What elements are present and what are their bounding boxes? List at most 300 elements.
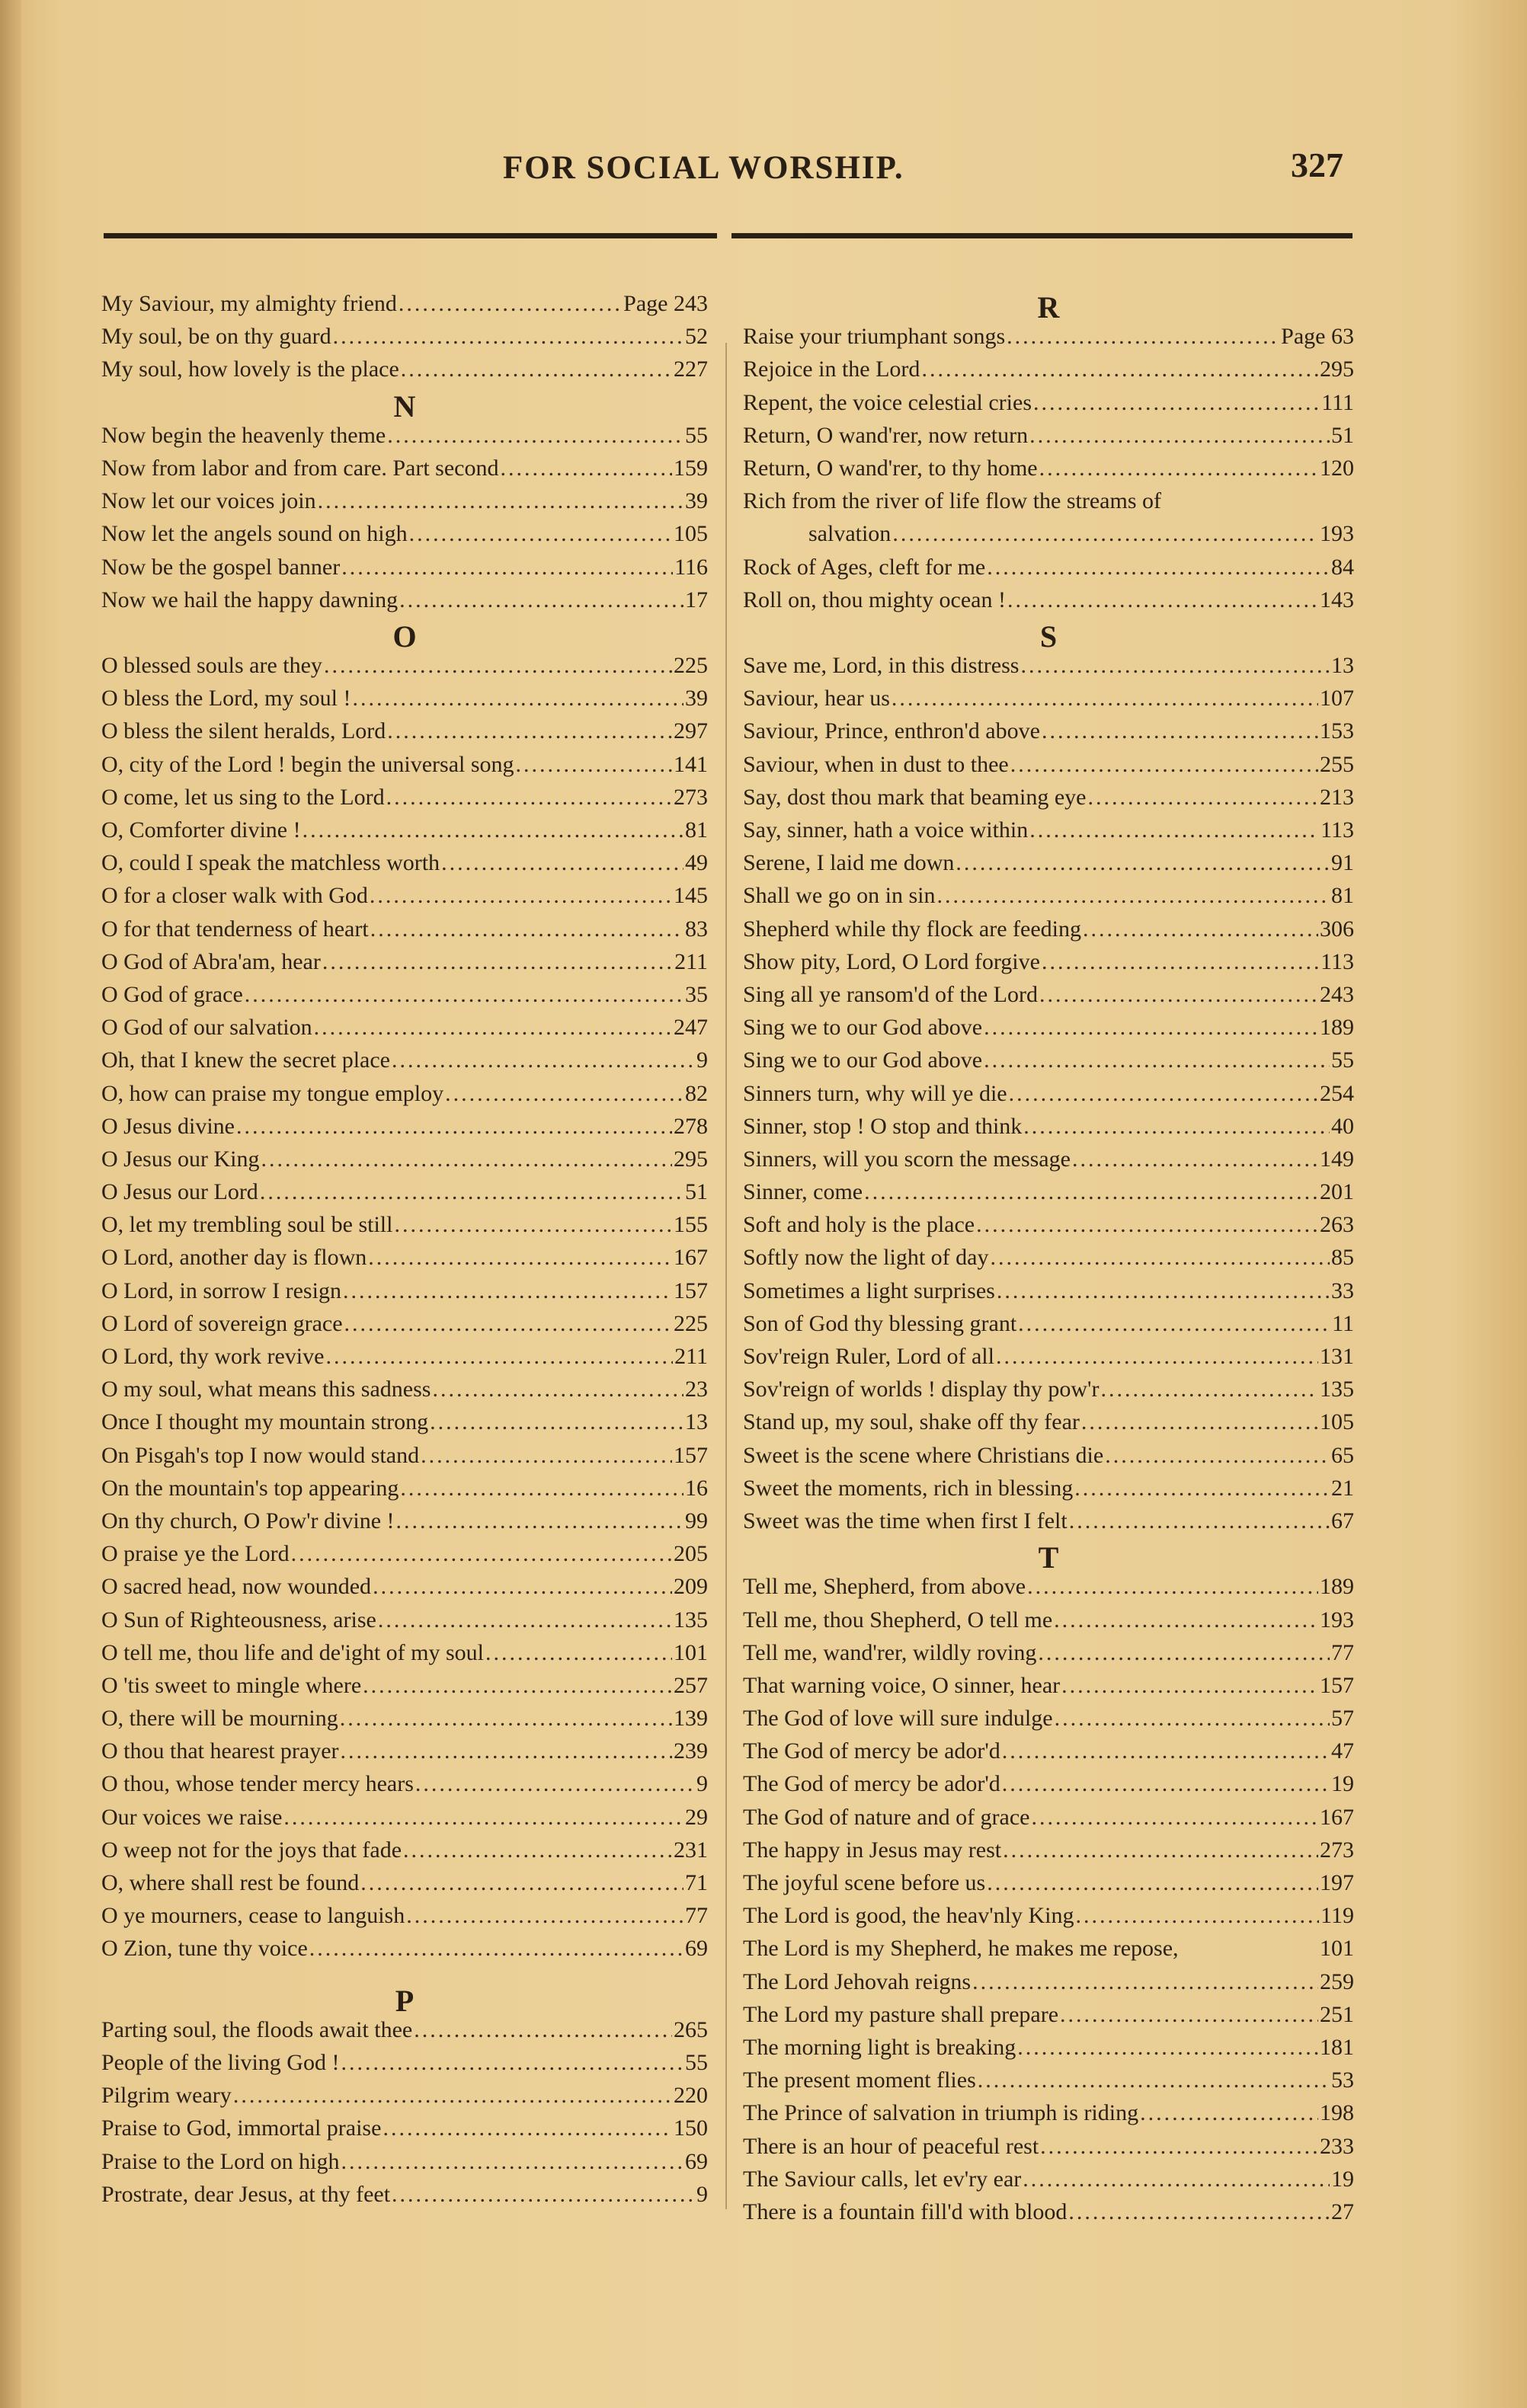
page-ref: 13 xyxy=(685,1409,708,1435)
hymn-first-line: Tell me, thou Shepherd, O tell me xyxy=(743,1607,1053,1633)
index-entry xyxy=(101,850,708,883)
dot-leader xyxy=(387,423,683,449)
dot-leader xyxy=(1083,916,1318,942)
hymn-first-line: O God of grace xyxy=(101,981,243,1007)
page-ref: 251 xyxy=(1320,2001,1354,2027)
dot-leader xyxy=(984,1015,1318,1041)
page-ref: 55 xyxy=(685,422,708,448)
page-number: 327 xyxy=(1291,146,1343,184)
index-entry xyxy=(743,817,1354,850)
dot-leader xyxy=(1105,1443,1330,1469)
dot-leader xyxy=(261,1146,673,1172)
index-entry xyxy=(743,916,1354,949)
dot-leader xyxy=(441,850,683,876)
dot-leader xyxy=(1055,1706,1330,1732)
page-ref: 131 xyxy=(1320,1344,1354,1369)
dot-leader xyxy=(1003,1837,1318,1863)
page-ref: 11 xyxy=(1332,1310,1354,1336)
hymn-first-line: O weep not for the joys that fade xyxy=(101,1837,402,1863)
dot-leader xyxy=(956,850,1330,876)
page-ref: 35 xyxy=(685,981,708,1007)
page-ref: Page 243 xyxy=(623,291,708,316)
index-entry xyxy=(743,1805,1354,1837)
page-ref: 69 xyxy=(685,2148,708,2174)
hymn-first-line: The God of mercy be ador'd xyxy=(743,1771,1000,1797)
index-entry xyxy=(743,1936,1354,1968)
page-ref: 243 xyxy=(1320,981,1354,1007)
index-entry xyxy=(743,1969,1354,2002)
dot-leader xyxy=(233,2083,672,2109)
index-entry xyxy=(101,1541,708,1574)
hymn-first-line: O, how can praise my tongue employ xyxy=(101,1080,444,1106)
dot-leader xyxy=(1060,2002,1318,2028)
index-entry xyxy=(101,291,708,324)
hymn-first-line: O Lord, thy work revive xyxy=(101,1344,325,1369)
dot-leader xyxy=(392,1047,695,1073)
dot-leader xyxy=(260,1179,683,1205)
page-ref: 82 xyxy=(685,1080,708,1106)
page-ref: 101 xyxy=(1320,1936,1354,1962)
dot-leader xyxy=(1029,817,1319,843)
dot-leader xyxy=(1029,423,1330,449)
index-entry xyxy=(101,456,708,488)
dot-leader xyxy=(978,2067,1330,2093)
index-entry xyxy=(101,587,708,620)
index-entry xyxy=(743,1081,1354,1114)
dot-leader xyxy=(303,817,683,843)
hymn-first-line: O bless the silent heralds, Lord xyxy=(101,718,386,744)
dot-leader xyxy=(343,1278,672,1304)
page-ref: 143 xyxy=(1320,587,1354,612)
hymn-first-line: O my soul, what means this sadness xyxy=(101,1377,431,1402)
hymn-first-line: Saviour, hear us xyxy=(743,686,890,712)
dot-leader xyxy=(394,1212,672,1238)
index-entry xyxy=(743,1706,1354,1738)
hymn-first-line: O Sun of Righteousness, arise xyxy=(101,1607,376,1633)
page-ref: Page 63 xyxy=(1281,324,1354,350)
page-ref: 77 xyxy=(685,1903,708,1929)
index-entry xyxy=(743,1015,1354,1047)
dot-leader xyxy=(1068,2199,1330,2225)
section-letter: N xyxy=(393,389,416,424)
hymn-first-line: People of the living God ! xyxy=(101,2049,340,2075)
dot-leader xyxy=(972,1969,1318,1995)
dot-leader xyxy=(1038,1640,1330,1666)
page-ref: 239 xyxy=(674,1738,708,1764)
hymn-first-line: O God of our salvation xyxy=(101,1015,312,1041)
page-ref: 17 xyxy=(685,587,708,612)
page-ref: 101 xyxy=(674,1639,708,1665)
column-divider xyxy=(725,343,727,2209)
hymn-first-line: Rock of Ages, cleft for me xyxy=(743,554,986,580)
hymn-first-line: The present moment flies xyxy=(743,2067,976,2093)
dot-leader xyxy=(984,1047,1330,1073)
hymn-first-line: Return, O wand'rer, now return xyxy=(743,422,1029,448)
page-ref: 257 xyxy=(674,1672,708,1698)
page-ref: 19 xyxy=(1331,2166,1354,2192)
index-entry xyxy=(101,785,708,817)
index-entry xyxy=(743,2134,1354,2167)
page-ref: 209 xyxy=(674,1574,708,1600)
dot-leader xyxy=(291,1541,672,1567)
dot-leader xyxy=(1072,1146,1318,1172)
hymn-first-line: O God of Abra'am, hear xyxy=(101,948,321,974)
dot-leader xyxy=(322,949,673,975)
index-entry xyxy=(743,1245,1354,1278)
page-ref: 16 xyxy=(685,1475,708,1501)
hymn-first-line: O, could I speak the matchless worth xyxy=(101,850,440,876)
hymn-first-line: Now be the gospel banner xyxy=(101,554,341,580)
dot-leader xyxy=(409,521,672,547)
page-ref: 99 xyxy=(685,1508,708,1533)
dot-leader xyxy=(373,1574,672,1600)
hymn-first-line: Son of God thy blessing grant xyxy=(743,1310,1017,1336)
page-ref: 51 xyxy=(1331,422,1354,448)
dot-leader xyxy=(1017,2035,1318,2061)
page-ref: 9 xyxy=(696,2181,708,2207)
page-ref: 33 xyxy=(1331,1278,1354,1303)
hymn-first-line: The morning light is breaking xyxy=(743,2034,1016,2060)
dot-leader xyxy=(1039,982,1318,1008)
index-column-right xyxy=(743,291,1354,2232)
index-entry xyxy=(743,1114,1354,1146)
hymn-first-line: Saviour, when in dust to thee xyxy=(743,751,1009,777)
dot-leader xyxy=(325,1344,673,1370)
hymn-first-line: Say, dost thou mark that beaming eye xyxy=(743,784,1087,810)
dot-leader xyxy=(396,1508,683,1534)
hymn-first-line: Save me, Lord, in this distress xyxy=(743,653,1020,679)
hymn-first-line: The Lord is my Shepherd, he makes me repose, xyxy=(743,1936,1179,1962)
page-ref: 263 xyxy=(1320,1212,1354,1238)
index-entry xyxy=(101,1278,708,1311)
dot-leader xyxy=(1007,324,1279,350)
page-ref: 255 xyxy=(1320,751,1354,777)
dot-leader xyxy=(399,291,622,317)
hymn-first-line: There is an hour of peaceful rest xyxy=(743,2133,1039,2159)
hymn-first-line: Prostrate, dear Jesus, at thy feet xyxy=(101,2181,391,2207)
dot-leader xyxy=(401,357,672,382)
index-entry xyxy=(743,2067,1354,2100)
hymn-first-line: O tell me, thou life and de'ight of my soul xyxy=(101,1639,484,1665)
page-ref: 111 xyxy=(1321,389,1354,415)
dot-leader xyxy=(987,555,1330,580)
page-ref: 69 xyxy=(685,1936,708,1962)
page-ref: 157 xyxy=(674,1278,708,1303)
hymn-first-line: O, city of the Lord ! begin the universal song xyxy=(101,751,514,777)
hymn-first-line: O thou, whose tender mercy hears xyxy=(101,1771,414,1797)
page-ref: 71 xyxy=(685,1870,708,1895)
page-ref: 198 xyxy=(1320,2100,1354,2126)
page-ref: 197 xyxy=(1320,1870,1354,1895)
hymn-first-line: Sing all ye ransom'd of the Lord xyxy=(743,981,1038,1007)
index-entry xyxy=(101,1114,708,1146)
index-entry xyxy=(101,1771,708,1804)
index-entry xyxy=(743,1508,1354,1541)
page-ref: 201 xyxy=(1320,1179,1354,1205)
dot-leader xyxy=(344,1311,672,1337)
running-head: FOR SOCIAL WORSHIP. xyxy=(503,150,904,186)
index-entry xyxy=(101,1311,708,1344)
hymn-first-line: O, where shall rest be found xyxy=(101,1870,360,1895)
dot-leader xyxy=(500,456,672,481)
dot-leader xyxy=(370,883,672,909)
header-rule-right xyxy=(731,233,1353,238)
dot-leader xyxy=(1009,1081,1318,1107)
section-letter: P xyxy=(395,1983,415,2018)
index-entry xyxy=(743,390,1354,423)
index-entry xyxy=(101,883,708,916)
page-ref: 247 xyxy=(674,1015,708,1041)
hymn-first-line: Sing we to our God above xyxy=(743,1047,983,1073)
dot-leader xyxy=(1076,1903,1320,1929)
dot-leader xyxy=(1023,1114,1330,1140)
hymn-first-line: On the mountain's top appearing xyxy=(101,1475,399,1501)
page-ref: 107 xyxy=(1320,686,1354,712)
hymn-first-line: O Lord of sovereign grace xyxy=(101,1310,343,1336)
page-ref: 297 xyxy=(674,718,708,744)
dot-leader xyxy=(403,1837,672,1863)
hymn-first-line: Oh, that I knew the secret place xyxy=(101,1047,390,1073)
index-entry xyxy=(101,1476,708,1508)
hymn-first-line: Praise to God, immortal praise xyxy=(101,2115,382,2141)
hymn-first-line: Repent, the voice celestial cries xyxy=(743,389,1032,415)
dot-leader xyxy=(341,2050,683,2076)
dot-leader xyxy=(387,718,672,744)
index-entry xyxy=(101,1047,708,1080)
hymn-first-line: O Lord, another day is flown xyxy=(101,1245,367,1271)
index-entry xyxy=(743,982,1354,1015)
section-letter: O xyxy=(392,619,417,654)
index-entry xyxy=(743,456,1354,488)
index-entry xyxy=(743,1870,1354,1903)
index-entry xyxy=(743,555,1354,587)
index-entry xyxy=(743,357,1354,389)
index-entry xyxy=(101,817,708,850)
dot-leader xyxy=(245,982,683,1008)
page-ref: 9 xyxy=(696,1047,708,1073)
page-ref: 265 xyxy=(674,2016,708,2042)
page-ref: 155 xyxy=(674,1212,708,1238)
hymn-first-line: Rejoice in the Lord xyxy=(743,357,920,382)
dot-leader xyxy=(864,1179,1318,1205)
dot-leader xyxy=(1074,1476,1330,1501)
page-ref: 51 xyxy=(685,1179,708,1205)
page-ref: 157 xyxy=(674,1442,708,1468)
page-ref: 119 xyxy=(1321,1903,1354,1929)
hymn-first-line: Rich from the river of life flow the streams of xyxy=(743,488,1161,514)
hymn-first-line: Sinner, come xyxy=(743,1179,863,1205)
index-entry xyxy=(101,1903,708,1936)
index-entry xyxy=(101,1212,708,1245)
index-entry xyxy=(101,1805,708,1837)
index-entry xyxy=(101,1706,708,1738)
page-ref: 40 xyxy=(1331,1113,1354,1139)
dot-leader xyxy=(1081,1409,1318,1435)
page-ref: 19 xyxy=(1331,1771,1354,1797)
page-ref: 113 xyxy=(1321,948,1354,974)
index-entry xyxy=(101,2050,708,2083)
hymn-first-line: Sov'reign Ruler, Lord of all xyxy=(743,1344,994,1369)
dot-leader xyxy=(415,1771,695,1797)
index-entry xyxy=(743,1047,1354,1080)
dot-leader xyxy=(1023,2167,1330,2192)
page-ref: 225 xyxy=(674,1310,708,1336)
index-entry xyxy=(743,785,1354,817)
dot-leader xyxy=(1033,390,1320,416)
hymn-first-line: On Pisgah's top I now would stand xyxy=(101,1442,420,1468)
hymn-first-line: O, there will be mourning xyxy=(101,1706,338,1732)
index-entry xyxy=(101,2182,708,2215)
hymn-first-line: Sometimes a light surprises xyxy=(743,1278,995,1303)
index-entry xyxy=(743,883,1354,916)
dot-leader xyxy=(516,752,672,778)
index-entry xyxy=(743,1344,1354,1377)
index-entry xyxy=(101,357,708,389)
hymn-first-line: O for that tenderness of heart xyxy=(101,916,369,942)
dot-leader xyxy=(370,916,683,942)
hymn-first-line: Sov'reign of worlds ! display thy pow'r xyxy=(743,1377,1100,1402)
hymn-first-line: Sweet is the scene where Christians die xyxy=(743,1442,1104,1468)
dot-leader xyxy=(1032,1805,1319,1831)
page-header xyxy=(0,146,1527,195)
hymn-first-line: My Saviour, my almighty friend xyxy=(101,291,397,316)
index-entry xyxy=(101,1837,708,1870)
dot-leader xyxy=(399,587,683,613)
index-entry xyxy=(743,1574,1354,1607)
hymn-first-line: The God of love will sure indulge xyxy=(743,1706,1053,1732)
index-entry xyxy=(743,2035,1354,2067)
index-entry xyxy=(101,1574,708,1607)
dot-leader xyxy=(892,686,1318,712)
dot-leader xyxy=(333,324,683,350)
page-ref: 23 xyxy=(685,1377,708,1402)
index-entry xyxy=(743,1476,1354,1508)
hymn-first-line: The Lord Jehovah reigns xyxy=(743,1968,972,1994)
index-entry xyxy=(101,488,708,521)
hymn-first-line: Shepherd while thy flock are feeding xyxy=(743,916,1082,942)
dot-leader xyxy=(1039,456,1318,481)
hymn-first-line: Once I thought my mountain strong xyxy=(101,1409,429,1435)
page-ref: 55 xyxy=(1331,1047,1354,1073)
dot-leader xyxy=(445,1081,683,1107)
page-ref: 295 xyxy=(1320,357,1354,382)
page-ref: 120 xyxy=(1320,455,1354,481)
section-letter: S xyxy=(1039,619,1058,654)
dot-leader xyxy=(378,1607,672,1633)
page-ref: 259 xyxy=(1320,1968,1354,1994)
hymn-first-line: O bless the Lord, my soul ! xyxy=(101,686,351,712)
index-entry xyxy=(101,2149,708,2182)
hymn-first-line: That warning voice, O sinner, hear xyxy=(743,1672,1061,1698)
hymn-first-line: O sacred head, now wounded xyxy=(101,1574,372,1600)
page-ref: 116 xyxy=(674,554,708,580)
dot-leader xyxy=(283,1805,683,1831)
hymn-first-line: Tell me, wand'rer, wildly roving xyxy=(743,1639,1037,1665)
page-ref: 159 xyxy=(674,455,708,481)
hymn-first-line: Now we hail the happy dawning xyxy=(101,587,399,612)
hymn-first-line: Pilgrim weary xyxy=(101,2083,232,2109)
index-entry xyxy=(101,686,708,718)
index-entry xyxy=(101,1179,708,1212)
dot-leader xyxy=(309,1936,683,1962)
index-entry xyxy=(101,718,708,751)
page-ref: 150 xyxy=(674,2115,708,2141)
index-entry xyxy=(101,949,708,982)
page-ref: 47 xyxy=(1331,1738,1354,1764)
index-entry xyxy=(743,1443,1354,1476)
dot-leader xyxy=(997,1278,1330,1304)
hymn-first-line: The joyful scene before us xyxy=(743,1870,986,1895)
section-letter: R xyxy=(1037,290,1060,325)
page-ref: 189 xyxy=(1320,1574,1354,1600)
hymn-first-line: The happy in Jesus may rest xyxy=(743,1837,1002,1863)
dot-leader xyxy=(340,1706,672,1732)
page-binding-edge xyxy=(0,0,21,2408)
page-ref: 81 xyxy=(685,817,708,843)
dot-leader xyxy=(1100,1377,1318,1402)
dot-leader xyxy=(400,1476,683,1501)
page-ref: 167 xyxy=(674,1245,708,1271)
page-ref: 105 xyxy=(1320,1409,1354,1435)
dot-leader xyxy=(921,357,1318,382)
index-entry xyxy=(101,2115,708,2148)
page-ref: 227 xyxy=(674,357,708,382)
index-entry xyxy=(743,686,1354,718)
page-ref: 141 xyxy=(674,751,708,777)
index-entry xyxy=(101,324,708,357)
page-ref: 77 xyxy=(1331,1639,1354,1665)
index-entry xyxy=(743,1409,1354,1442)
index-entry xyxy=(101,1015,708,1047)
hymn-first-line: Soft and holy is the place xyxy=(743,1212,975,1238)
page-ref: 39 xyxy=(685,488,708,514)
page-ref: 139 xyxy=(674,1706,708,1732)
index-entry xyxy=(743,1377,1354,1409)
page-ref: 27 xyxy=(1331,2199,1354,2224)
index-entry xyxy=(743,1771,1354,1804)
index-entry xyxy=(743,1179,1354,1212)
dot-leader xyxy=(1007,587,1318,613)
hymn-first-line: Sinners turn, why will ye die xyxy=(743,1080,1007,1106)
dot-leader xyxy=(314,1015,672,1041)
page-ref: 273 xyxy=(674,784,708,810)
page-ref: 211 xyxy=(674,1344,708,1369)
page-ref: 65 xyxy=(1331,1442,1354,1468)
page-ref: 167 xyxy=(1320,1804,1354,1830)
index-entry xyxy=(101,1936,708,1968)
dot-leader xyxy=(341,555,673,580)
dot-leader xyxy=(414,2017,672,2043)
dot-leader xyxy=(1010,752,1318,778)
dot-leader xyxy=(406,1903,683,1929)
page-ref: 84 xyxy=(1331,554,1354,580)
index-entry xyxy=(101,1508,708,1541)
index-entry xyxy=(101,752,708,785)
hymn-first-line: Sweet was the time when first I felt xyxy=(743,1508,1068,1533)
dot-leader xyxy=(236,1114,672,1140)
hymn-first-line: My soul, how lovely is the place xyxy=(101,357,399,382)
page-ref: 85 xyxy=(1331,1245,1354,1271)
page-ref: 213 xyxy=(1320,784,1354,810)
page-ref: 135 xyxy=(1320,1377,1354,1402)
hymn-first-line: My soul, be on thy guard xyxy=(101,324,331,350)
hymn-first-line: Tell me, Shepherd, from above xyxy=(743,1574,1026,1600)
dot-leader xyxy=(1087,785,1318,811)
hymn-first-line: O Jesus our King xyxy=(101,1146,260,1172)
page-ref: 153 xyxy=(1320,718,1354,744)
index-entry xyxy=(101,1443,708,1476)
hymn-first-line: O Lord, in sorrow I resign xyxy=(101,1278,341,1303)
